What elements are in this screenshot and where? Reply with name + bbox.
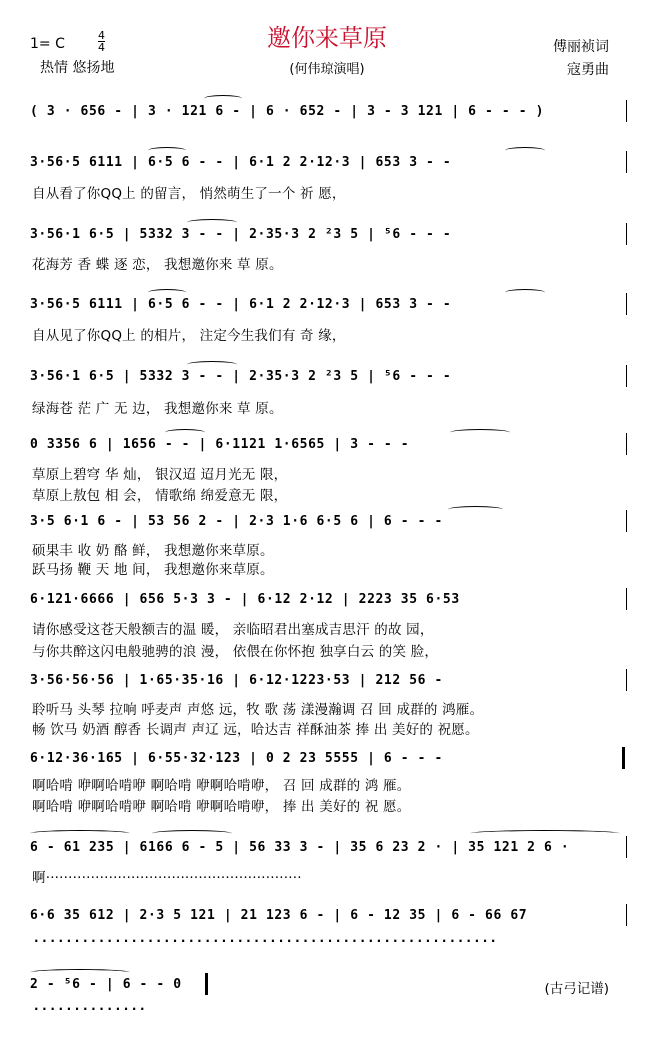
bar-line — [626, 836, 627, 858]
final-bar — [205, 973, 208, 995]
notation-row: 6·121·6666 | 656 5·3 3 - | 6·12 2·12 | 2223 35 6·53 — [30, 592, 460, 607]
notation-row: 3·56·5 6111 | 6·5 6 - - | 6·1 2 2·12·3 | 653 3 - - — [30, 297, 452, 312]
song-title: 邀你来草原 — [267, 24, 387, 52]
time-sig-bottom: 4 — [98, 41, 105, 54]
notation-row: 6 - 61 235 | 6166 6 - 5 | 56 33 3 - | 35 6 23 2 · | 35 121 2 6 · — [30, 840, 570, 855]
transcriber-credit: (古弓记谱) — [544, 981, 609, 997]
slur — [450, 429, 510, 436]
singer: (何伟琼演唱) — [289, 62, 365, 77]
lyric-line: 草原上敖包 相 会， 情歌绵 绵爱意无 限， — [32, 488, 288, 504]
bar-line — [626, 293, 627, 315]
notation-row: 3·56·5 6111 | 6·5 6 - - | 6·1 2 2·12·3 | 653 3 - - — [30, 155, 452, 170]
notation-row: 2 - ⁵6 - | 6 - - 0 — [30, 977, 182, 992]
intro-notation: ( 3 · 656 - | 3 · 121 6 - | 6 · 652 - | 3 - 3 121 | 6 - - - ) — [30, 104, 545, 119]
notation-row: 3·5 6·1 6 - | 53 56 2 - | 2·3 1·6 6·5 6 | 6 - - - — [30, 514, 443, 529]
lyric-line: 畅 饮马 奶酒 醇香 长调声 声辽 远，哈达吉 祥酥油茶 捧 出 美好的 祝愿。 — [32, 722, 479, 738]
notation-row: 3·56·56·56 | 1·65·35·16 | 6·12·1223·53 | 212 56 - — [30, 673, 443, 688]
bar-line — [626, 588, 627, 610]
slur — [30, 830, 130, 837]
lyric-line: 啊························································· — [32, 870, 302, 886]
lyric-line: 啊哈啃 咿啊哈啃咿 啊哈啃 咿啊哈啃咿， 召 回 成群的 鸿 雁。 — [32, 778, 411, 794]
bar-line — [626, 223, 627, 245]
lyric-line: ························································· — [34, 934, 500, 948]
slur — [152, 830, 232, 837]
notation-row: 6·12·36·165 | 6·55·32·123 | 0 2 23 5555 | 6 - - - — [30, 751, 443, 766]
lyric-line: 与你共醉这闪电般驰骋的浪 漫， 依偎在你怀抱 独享白云 的笑 脸， — [32, 644, 439, 660]
bar-line — [626, 151, 627, 173]
slur — [165, 429, 205, 436]
lyric-line: 绿海苍 茫 广 无 边， 我想邀你来 草 原。 — [32, 401, 283, 417]
lyric-line: 啊哈啃 咿啊哈啃咿 啊哈啃 咿啊哈啃咿， 捧 出 美好的 祝 愿。 — [32, 799, 411, 815]
slur — [505, 147, 545, 154]
lyric-line: 自从见了你QQ上 的相片， 注定今生我们有 奇 缘， — [32, 328, 346, 344]
slur — [187, 219, 237, 226]
slur — [505, 289, 545, 296]
slur — [204, 95, 242, 102]
lyric-line: 自从看了你QQ上 的留言， 悄然萌生了一个 祈 愿， — [32, 186, 346, 202]
slur — [148, 147, 186, 154]
lyric-line: 聆听马 头琴 拉响 呼麦声 声悠 远，牧 歌 荡 漾漫瀚调 召 回 成群的 鸿雁。 — [32, 702, 484, 718]
slur — [30, 969, 130, 976]
notation-row: 6·6 35 612 | 2·3 5 121 | 21 123 6 - | 6 - 12 35 | 6 - 66 67 — [30, 908, 528, 923]
notation-row: 3·56·1 6·5 | 5332 3 - - | 2·35·3 2 ²3 5 | ⁵6 - - - — [30, 227, 452, 242]
bar-line — [626, 100, 627, 122]
key-signature: 1= C — [30, 36, 65, 52]
lyric-line: 草原上碧穹 华 灿， 银汉迢 迢月光无 限， — [32, 467, 288, 483]
bar-line — [626, 510, 627, 532]
tempo-marking: 热情 悠扬地 — [40, 60, 115, 76]
time-sig-top: 4 — [98, 29, 105, 42]
lyric-line: 跃马扬 鞭 天 地 间， 我想邀你来草原。 — [32, 562, 274, 578]
notation-row: 0 3356 6 | 1656 - - | 6·1121 1·6565 | 3 - - - — [30, 437, 410, 452]
notation-row: 3·56·1 6·5 | 5332 3 - - | 2·35·3 2 ²3 5 | ⁵6 - - - — [30, 369, 452, 384]
lyric-line: 花海芳 香 蝶 逐 恋， 我想邀你来 草 原。 — [32, 257, 283, 273]
lyric-line: ·············· — [34, 1002, 149, 1016]
bar-line — [626, 904, 627, 926]
lyric-line: 请你感受这苍天般额吉的温 暖， 亲临昭君出塞成吉思汗 的故 园， — [32, 622, 434, 638]
repeat-end-bar — [622, 747, 625, 769]
slur — [470, 830, 620, 837]
bar-line — [626, 433, 627, 455]
bar-line — [626, 669, 627, 691]
slur — [148, 289, 186, 296]
lyricist: 傅丽祯词 — [553, 39, 609, 55]
slur — [448, 506, 503, 513]
lyric-line: 硕果丰 收 奶 酪 鲜， 我想邀你来草原。 — [32, 543, 274, 559]
composer: 寇勇曲 — [567, 62, 609, 78]
slur — [187, 361, 237, 368]
bar-line — [626, 365, 627, 387]
